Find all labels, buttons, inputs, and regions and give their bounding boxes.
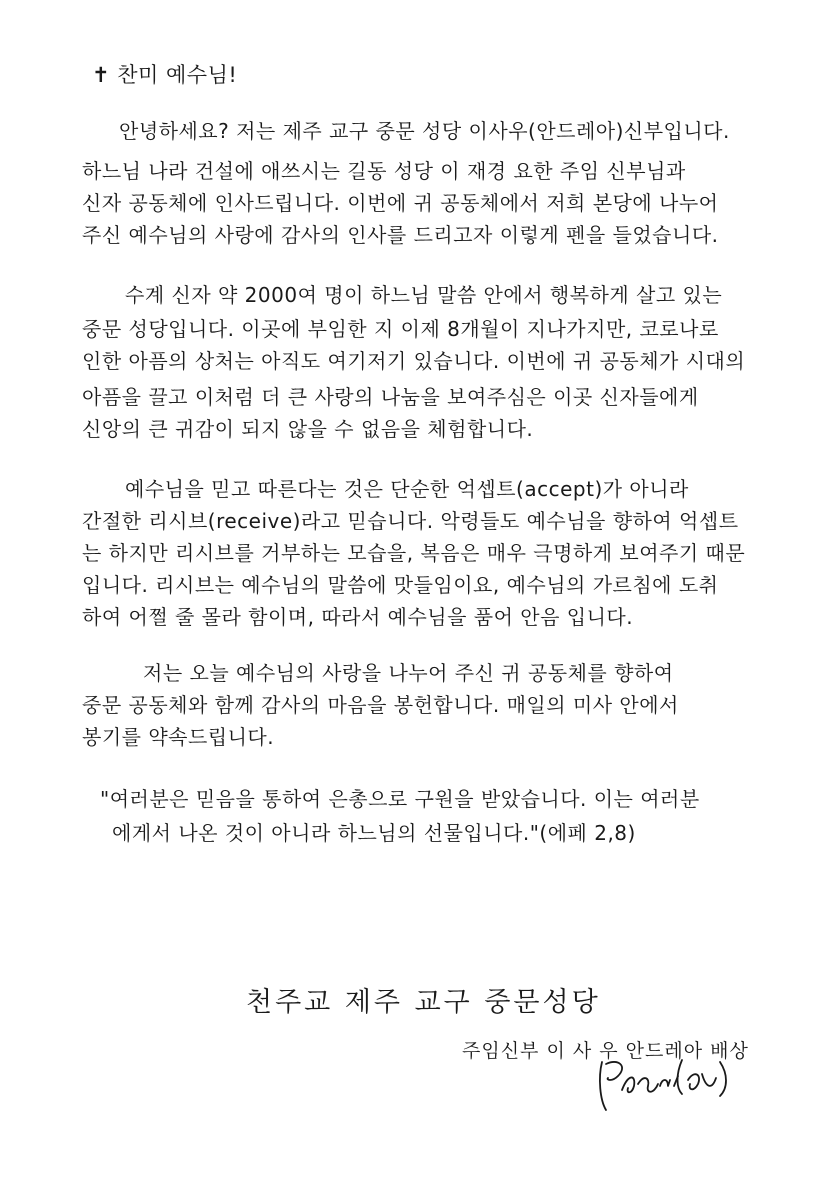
- paragraph-line: 는 하지만 리시브를 거부하는 모습을, 복음은 매우 극명하게 보여주기 때문: [82, 541, 746, 565]
- quote-line: "여러분은 믿음을 통하여 은총으로 구원을 받았습니다. 이는 여러분: [100, 787, 700, 811]
- quote-line: 에게서 나온 것이 아니라 하느님의 선물입니다."(에페 2,8): [112, 821, 636, 845]
- paragraph-line: 저는 오늘 예수님의 사랑을 나누어 주신 귀 공동체를 향하여: [143, 661, 674, 685]
- paragraph-line: 하여 어쩔 줄 몰라 함이며, 따라서 예수님을 품어 안음 입니다.: [82, 605, 634, 629]
- paragraph-line: 간절한 리시브(receive)라고 믿습니다. 악령들도 예수님을 향하여 억셉트: [82, 509, 739, 533]
- handwritten-signature: [588, 1034, 748, 1116]
- paragraph-line: 수계 신자 약 2000여 명이 하느님 말씀 안에서 행복하게 살고 있는: [125, 283, 723, 307]
- closing-parish: 천주교 제주 교구 중문성당: [246, 987, 601, 1018]
- letter-greeting: ✝ 찬미 예수님!: [92, 63, 238, 87]
- paragraph-line: 중문 공동체와 함께 감사의 마음을 봉헌합니다. 매일의 미사 안에서: [82, 693, 679, 717]
- paragraph-line: 하느님 나라 건설에 애쓰시는 길동 성당 이 재경 요한 주임 신부님과: [82, 159, 686, 183]
- paragraph-line: 아픔을 끌고 이처럼 더 큰 사랑의 나눔을 보여주심은 이곳 신자들에게: [82, 385, 699, 409]
- paragraph-line: 예수님을 믿고 따른다는 것은 단순한 억셉트(accept)가 아니라: [125, 477, 689, 501]
- paragraph-line: 안녕하세요? 저는 제주 교구 중문 성당 이사우(안드레아)신부입니다.: [119, 119, 730, 143]
- closing-sender: 주임신부 이 사 우 안드레아 배상: [462, 1040, 749, 1062]
- paragraph-line: 신자 공동체에 인사드립니다. 이번에 귀 공동체에서 저희 본당에 나누어: [82, 191, 719, 215]
- paragraph-line: 중문 성당입니다. 이곳에 부임한 지 이제 8개월이 지나가지만, 코로나로: [82, 317, 719, 341]
- paragraph-line: 인한 아픔의 상처는 아직도 여기저기 있습니다. 이번에 귀 공동체가 시대의: [82, 349, 746, 373]
- paragraph-line: 신앙의 큰 귀감이 되지 않을 수 없음을 체험합니다.: [82, 417, 534, 441]
- paragraph-line: 입니다. 리시브는 예수님의 말씀에 맛들임이요, 예수님의 가르침에 도취: [82, 573, 719, 597]
- paragraph-line: 봉기를 약속드립니다.: [82, 725, 275, 749]
- paragraph-line: 주신 예수님의 사랑에 감사의 인사를 드리고자 이렇게 펜을 들었습니다.: [82, 223, 719, 247]
